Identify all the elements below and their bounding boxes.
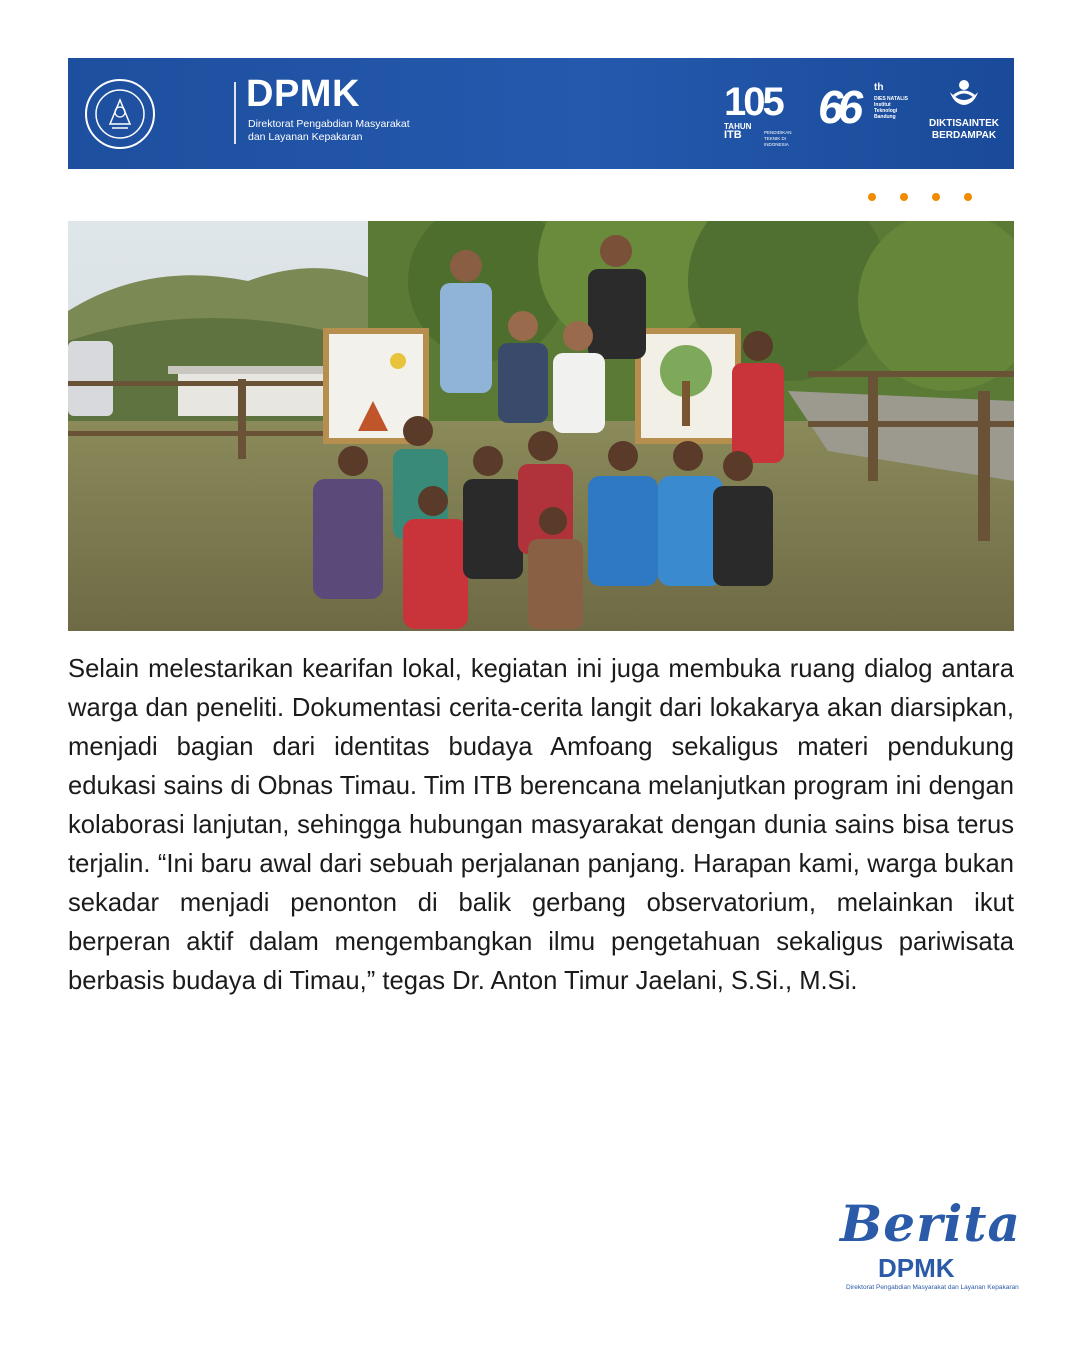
dot xyxy=(964,193,972,201)
dot xyxy=(900,193,908,201)
brand-title: DPMK xyxy=(246,73,360,115)
logo-105-tahun-itb xyxy=(724,80,792,147)
logo-105-number: 105 xyxy=(724,80,782,124)
berita-dpmk-logo xyxy=(836,1194,1021,1304)
diktisaintek-line1: DIKTISAINTEK xyxy=(929,118,999,129)
berita-script-text: Berita xyxy=(840,1194,1021,1253)
group-photo xyxy=(68,221,1014,631)
dot xyxy=(932,193,940,201)
berita-subtitle: Direktorat Pengabdian Masyarakat dan Layanan Kepakaran xyxy=(846,1284,1019,1291)
berita-brand: DPMK xyxy=(878,1253,955,1283)
header-divider xyxy=(234,82,236,144)
logo-diktisaintek xyxy=(924,78,1004,142)
logo-105-tagline: PENDIDIKAN TEKNIK DI INDONESIA xyxy=(764,130,792,147)
logo-105-itb: ITB xyxy=(724,129,742,141)
logo-66-number: 66 xyxy=(818,81,858,133)
dot xyxy=(868,193,876,201)
logo-66-suffix: th xyxy=(874,82,884,93)
logo-105-tahun: TAHUN xyxy=(724,122,752,131)
brand-subtitle-line1: Direktorat Pengabdian Masyarakat xyxy=(248,118,410,130)
logo-66-tagline: DIES NATALIS Institut Teknologi Bandung xyxy=(874,96,908,120)
brand-subtitle-line2: dan Layanan Kepakaran xyxy=(248,131,363,143)
brand-subtitle xyxy=(248,118,410,144)
logo-66-dies-natalis xyxy=(818,81,908,133)
header-banner xyxy=(68,58,1014,169)
group-photo-illustration xyxy=(68,221,1014,631)
article-paragraph: Selain melestarikan kearifan lokal, kegiatan ini juga membuka ruang dialog antara warga dan peneliti. Dokumentasi cerita-cerita langit dari lokakarya akan diarsipkan, menjadi bagian dari identitas budaya Amfoang sekaligus materi pendukung edukasi sains di Obnas Timau. Tim ITB berencana melanjutkan program ini dengan kolaborasi lanjutan, sehingga hubungan masyarakat dengan dunia sains bisa terus terjalin. “Ini baru awal dari sebuah perjalanan panjang. Harapan kami, warga bukan sekadar menjadi penonton di balik gerbang observatorium, melainkan ikut berperan aktif dalam mengembangkan ilmu pengetahuan sekaligus pariwisata berbasis budaya di Timau,” tegas Dr. Anton Timur Jaelani, S.Si., M.Si. xyxy=(68,655,1014,995)
itb-seal-icon xyxy=(84,78,156,150)
diktisaintek-line2: BERDAMPAK xyxy=(931,130,997,141)
diktisaintek-icon xyxy=(944,78,984,112)
